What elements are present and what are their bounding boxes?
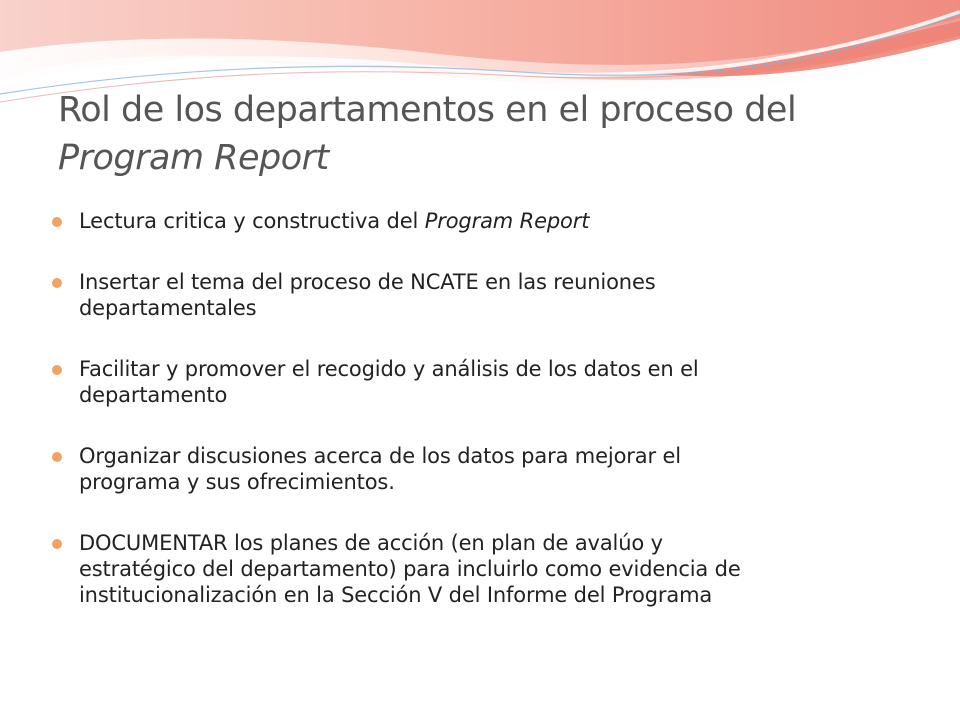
bullet-5-line-3: institucionalización en la Sección V del Informe del Programa [79,583,713,607]
bullet-item [52,269,932,321]
bullet-1-text: Lectura critica y constructiva del [79,209,425,233]
bullet-dot [52,452,62,462]
bullet-item [52,356,932,408]
slide-title-line-2: Program Report [58,138,329,178]
slide-title-line-1: Rol de los departamentos en el proceso del [58,90,797,130]
bullet-dot [52,278,62,288]
bullet-3-line-1: Facilitar y promover el recogido y análisis de los datos en el [79,357,699,381]
bullet-list [52,208,932,608]
bullet-4-line-1: Organizar discusiones acerca de los datos para mejorar el [79,444,681,468]
bullet-3-line-2: departamento [79,383,228,407]
bullet-1-italic-text: Program Report [424,209,590,233]
bullet-dot [52,365,62,375]
bullet-dot [52,217,62,227]
bullet-5-line-2: estratégico del departamento) para incluirlo como evidencia de [79,557,741,581]
bullet-item [52,443,932,495]
bullet-5-line-1: DOCUMENTAR los planes de acción (en plan de avalúo y [79,531,663,555]
bullet-dot [52,539,62,549]
bullet-item [52,530,932,608]
slide-title [58,86,918,182]
bullet-2-line-2: departamentales [79,296,257,320]
bullet-item [52,208,932,234]
bullet-2-line-1: Insertar el tema del proceso de NCATE en las reuniones [79,270,656,294]
bullet-4-line-2: programa y sus ofrecimientos. [79,470,395,494]
